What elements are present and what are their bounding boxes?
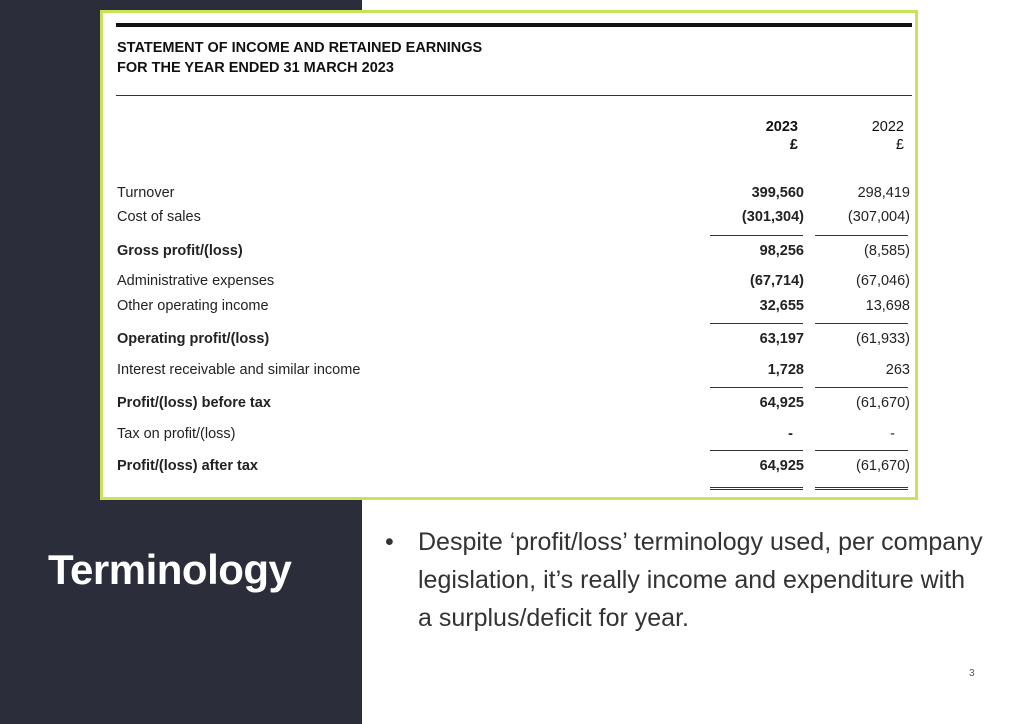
value-2022: 13,698 [865, 298, 910, 314]
subtotal-rule [710, 323, 803, 324]
column-currency: £ [789, 137, 798, 153]
total-double-rule [710, 487, 803, 490]
value-2023: 399,560 [751, 185, 804, 201]
value-2023: - [788, 426, 793, 442]
value-2022: (61,670) [855, 395, 910, 411]
row-label: Gross profit/(loss) [117, 243, 243, 259]
statement-row-other-income [103, 298, 921, 318]
value-2023: 64,925 [759, 395, 804, 411]
subtotal-rule [815, 323, 908, 324]
heading-rule [116, 95, 912, 96]
value-2023: (67,714) [749, 273, 804, 289]
value-2023: (301,304) [741, 209, 804, 225]
row-label: Turnover [117, 185, 175, 201]
row-label: Administrative expenses [117, 273, 275, 289]
statement-row-interest [103, 362, 921, 382]
column-year: 2023 [765, 119, 798, 135]
bullet-text: Despite ‘profit/loss’ terminology used, per company legislation, it’s really income and expenditure with a surplus/deficit for year. [418, 528, 983, 632]
bullet-marker: • [385, 528, 394, 556]
value-2022: (67,046) [855, 273, 910, 289]
statement-row-gross-profit [103, 243, 921, 263]
column-header-2023 [766, 118, 798, 154]
value-2023: 64,925 [759, 458, 804, 474]
value-2023: 98,256 [759, 243, 804, 259]
value-2022: 298,419 [857, 185, 910, 201]
statement-row-operating-profit [103, 331, 921, 351]
subtotal-rule [815, 235, 908, 236]
row-label: Profit/(loss) after tax [117, 458, 258, 474]
value-2022: (8,585) [864, 243, 910, 259]
top-rule [116, 23, 912, 27]
subtotal-rule [710, 387, 803, 388]
column-year: 2022 [871, 119, 904, 135]
value-2023: 32,655 [759, 298, 804, 314]
row-label: Other operating income [117, 298, 269, 314]
subtotal-rule [710, 235, 803, 236]
slide-title: Terminology [48, 546, 292, 593]
value-2023: 63,197 [759, 331, 804, 347]
value-2022: (61,670) [855, 458, 910, 474]
row-label: Operating profit/(loss) [117, 331, 270, 347]
value-2022: (307,004) [847, 209, 910, 225]
income-statement-image [100, 10, 918, 500]
column-header-2022 [872, 118, 904, 154]
statement-heading: STATEMENT OF INCOME AND RETAINED EARNINGS [117, 40, 483, 56]
page-number: 3 [969, 668, 975, 679]
value-2022: 263 [885, 362, 910, 378]
total-double-rule [815, 487, 908, 490]
value-2023: 1,728 [767, 362, 804, 378]
column-currency: £ [895, 137, 904, 153]
row-label: Profit/(loss) before tax [117, 395, 271, 411]
value-2022: (61,933) [855, 331, 910, 347]
row-label: Tax on profit/(loss) [117, 426, 236, 442]
value-2022: - [890, 426, 895, 442]
row-label: Interest receivable and similar income [117, 362, 361, 378]
statement-row-admin-expenses [103, 273, 921, 293]
subtotal-rule [815, 450, 908, 451]
statement-row-profit-after-tax [103, 458, 921, 478]
statement-row-cost-of-sales [103, 209, 921, 229]
subtotal-rule [710, 450, 803, 451]
subtotal-rule [815, 387, 908, 388]
statement-row-tax [103, 426, 921, 446]
statement-row-profit-before-tax [103, 395, 921, 415]
row-label: Cost of sales [117, 209, 201, 225]
statement-row-turnover [103, 185, 921, 205]
statement-subheading: FOR THE YEAR ENDED 31 MARCH 2023 [117, 60, 394, 76]
